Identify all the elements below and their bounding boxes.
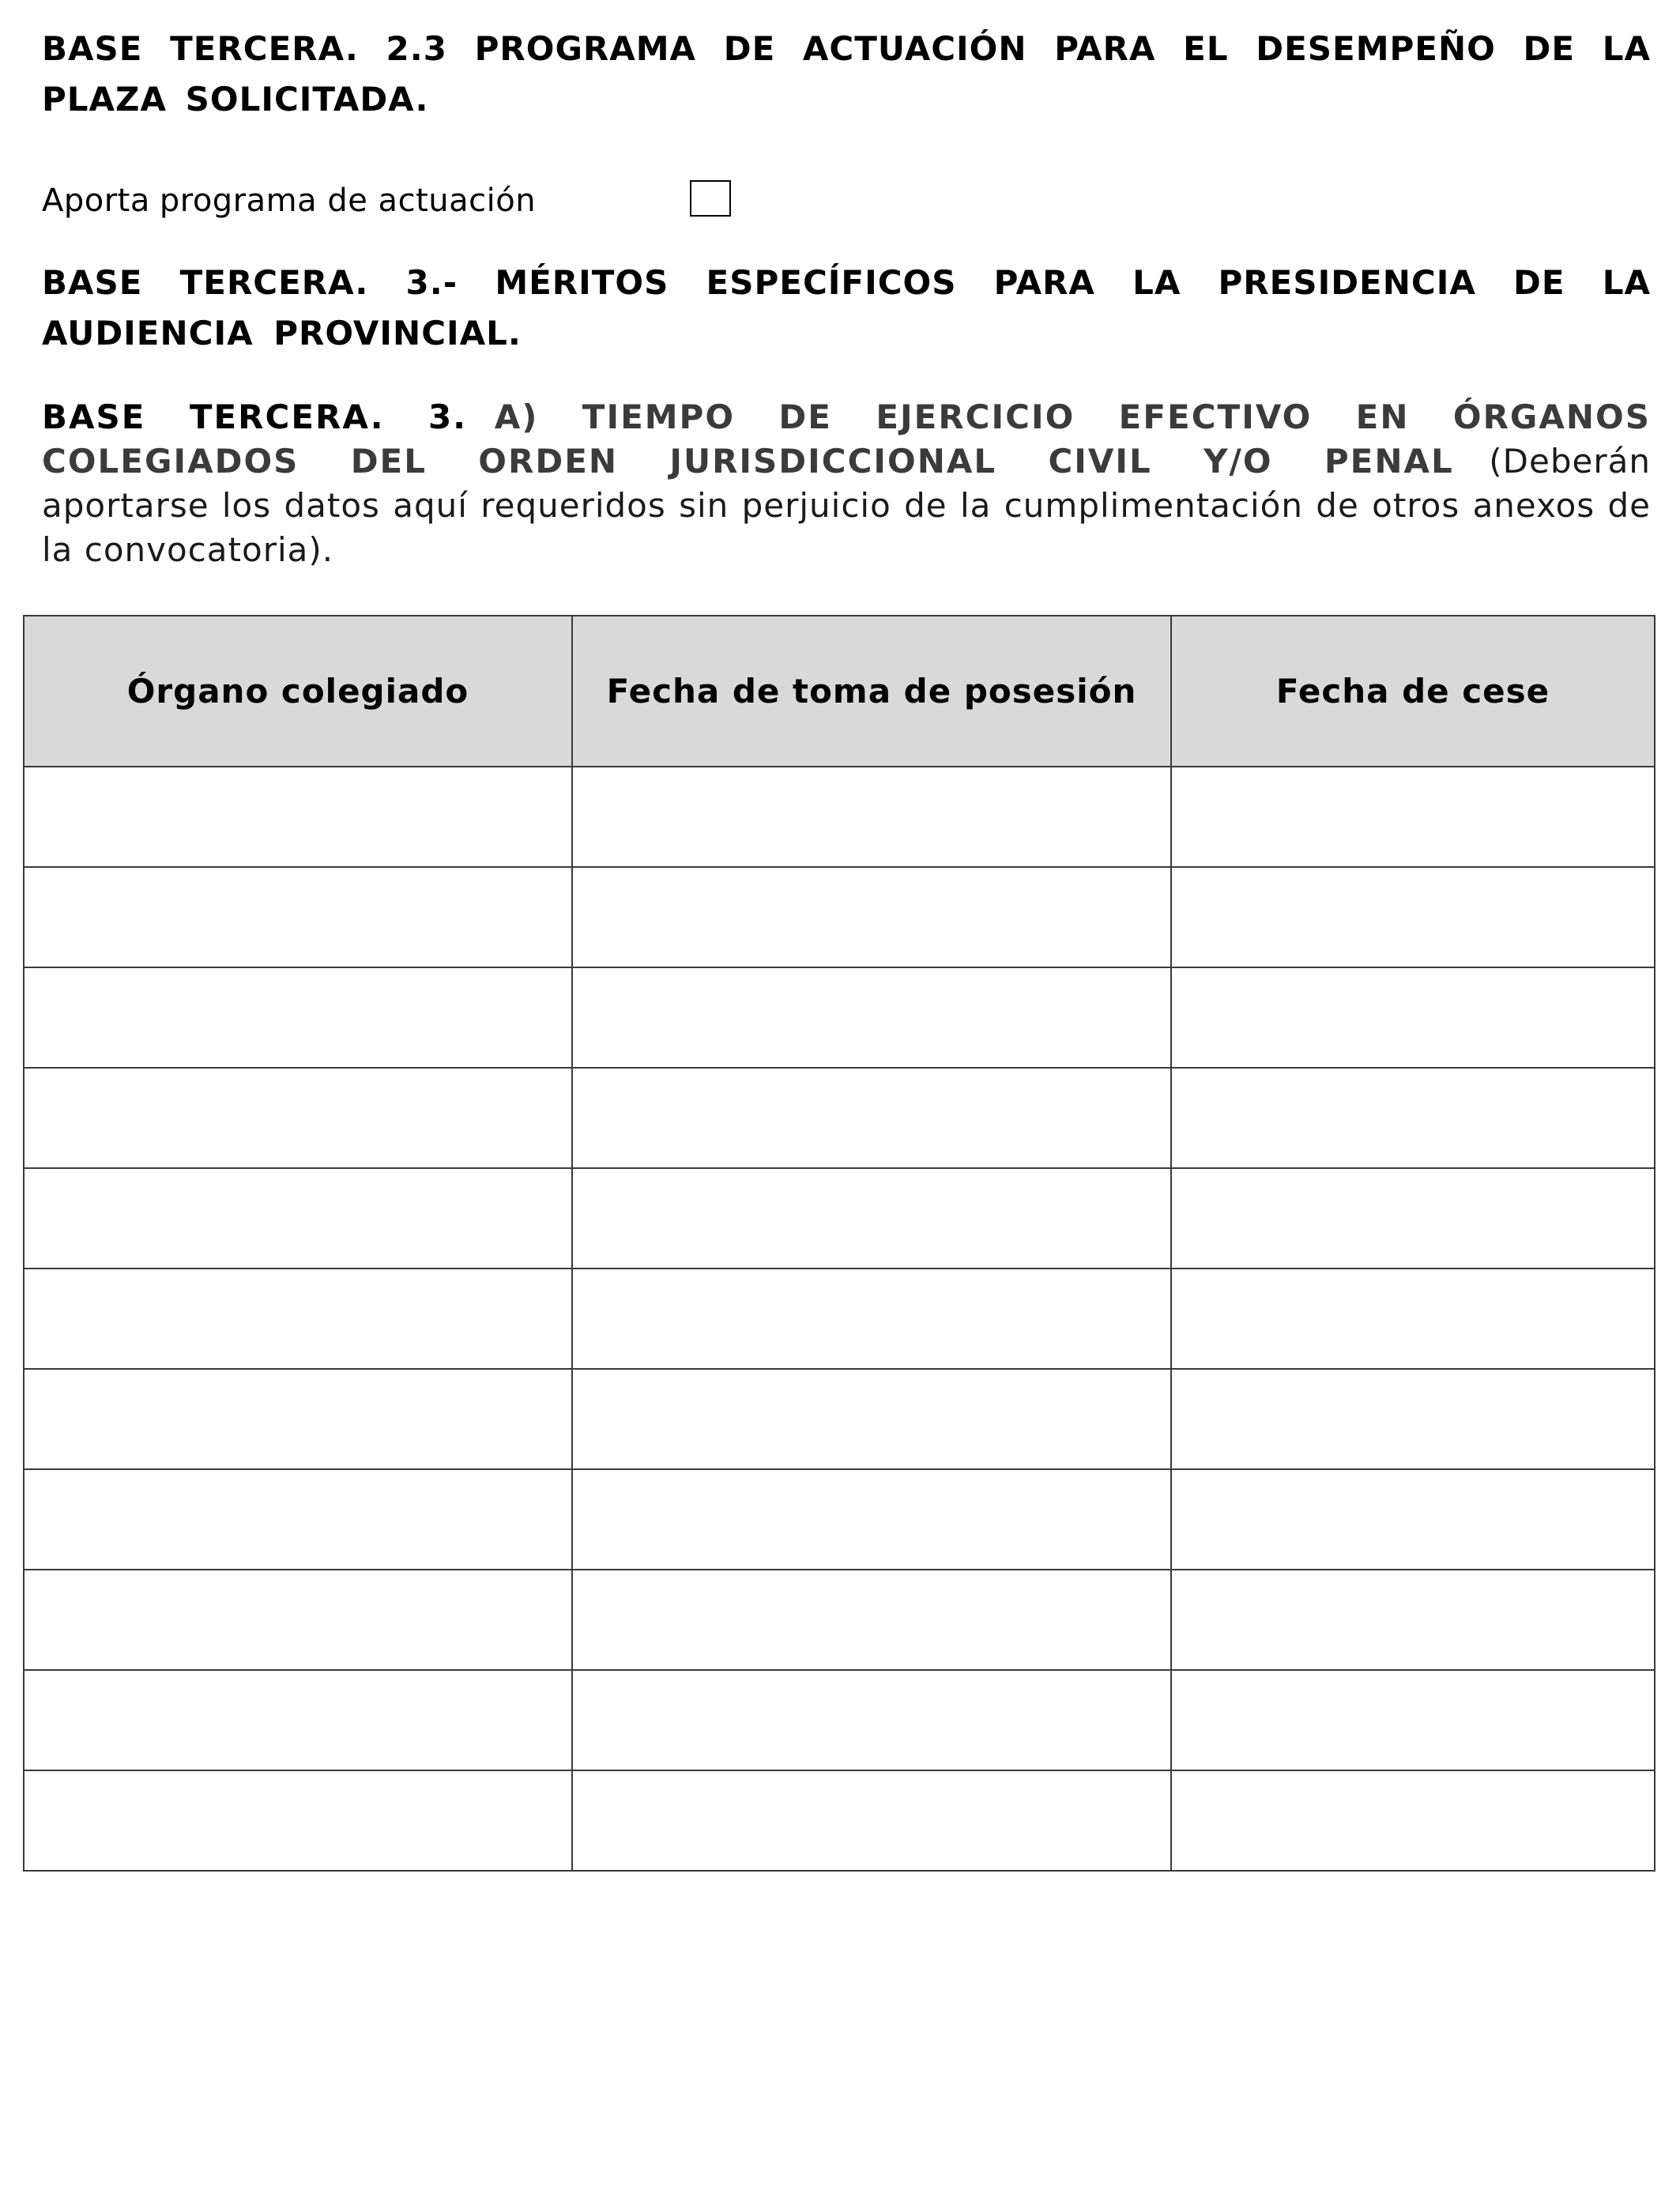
section-3a-lead: BASE TERCERA. 3. (42, 398, 468, 436)
fecha-cese-cell[interactable] (1171, 1269, 1655, 1369)
table-row (24, 967, 1655, 1068)
fecha-cese-cell[interactable] (1171, 1068, 1655, 1168)
organo-colegiado-cell[interactable] (24, 1670, 572, 1770)
organo-colegiado-cell[interactable] (24, 1168, 572, 1269)
header-fecha-toma-posesion: Fecha de toma de posesión (572, 616, 1171, 767)
fecha-toma-posesion-cell[interactable] (572, 1670, 1171, 1770)
organo-colegiado-cell[interactable] (24, 767, 572, 867)
table-row (24, 1068, 1655, 1168)
table-row (24, 1670, 1655, 1770)
table-header-row (24, 616, 1655, 767)
fecha-toma-posesion-cell[interactable] (572, 1168, 1171, 1269)
fecha-toma-posesion-cell[interactable] (572, 867, 1171, 967)
fecha-toma-posesion-cell[interactable] (572, 1770, 1171, 1871)
fecha-cese-cell[interactable] (1171, 1770, 1655, 1871)
organo-colegiado-cell[interactable] (24, 1068, 572, 1168)
table-row (24, 767, 1655, 867)
programa-row (42, 177, 1651, 224)
fecha-cese-cell[interactable] (1171, 1469, 1655, 1570)
fecha-toma-posesion-cell[interactable] (572, 767, 1171, 867)
fecha-cese-cell[interactable] (1171, 1168, 1655, 1269)
merits-table (23, 615, 1656, 1872)
programa-checkbox[interactable] (690, 180, 731, 217)
form-page (42, 24, 1651, 605)
table-row (24, 1269, 1655, 1369)
programa-label-part1: Aporta (42, 183, 150, 219)
fecha-cese-cell[interactable] (1171, 767, 1655, 867)
table-row (24, 1469, 1655, 1570)
fecha-toma-posesion-cell[interactable] (572, 1068, 1171, 1168)
table-row (24, 1369, 1655, 1469)
header-organo-colegiado: Órgano colegiado (24, 616, 572, 767)
table-body (24, 767, 1655, 1871)
fecha-toma-posesion-cell[interactable] (572, 1269, 1171, 1369)
section-2-3-heading: BASE TERCERA. 2.3 PROGRAMA DE ACTUACIÓN PARA EL DESEMPEÑO DE LA PLAZA SOLICITADA. (42, 29, 1651, 119)
programa-label-part2: programa de actuación (159, 183, 537, 219)
organo-colegiado-cell[interactable] (24, 967, 572, 1068)
fecha-cese-cell[interactable] (1171, 1570, 1655, 1670)
fecha-cese-cell[interactable] (1171, 1369, 1655, 1469)
organo-colegiado-cell[interactable] (24, 1369, 572, 1469)
organo-colegiado-cell[interactable] (24, 1469, 572, 1570)
fecha-toma-posesion-cell[interactable] (572, 1369, 1171, 1469)
section-3a-paragraph (42, 395, 1651, 572)
table-row (24, 867, 1655, 967)
header-fecha-cese: Fecha de cese (1171, 616, 1655, 767)
fecha-cese-cell[interactable] (1171, 1670, 1655, 1770)
programa-label (42, 177, 536, 224)
table-row (24, 1570, 1655, 1670)
fecha-toma-posesion-cell[interactable] (572, 1469, 1171, 1570)
fecha-toma-posesion-cell[interactable] (572, 1570, 1171, 1670)
section-3-heading: BASE TERCERA. 3.- MÉRITOS ESPECÍFICOS PARA LA PRESIDENCIA DE LA AUDIENCIA PROVINCIAL. (42, 263, 1651, 352)
section-3a-note: (Deberán aportarse los datos aquí requeridos sin perjuicio de la cumplimentación de otros anexos de la convocatoria). (42, 442, 1651, 569)
table-row (24, 1770, 1655, 1871)
table-row (24, 1168, 1655, 1269)
fecha-toma-posesion-cell[interactable] (572, 967, 1171, 1068)
fecha-cese-cell[interactable] (1171, 867, 1655, 967)
organo-colegiado-cell[interactable] (24, 1269, 572, 1369)
organo-colegiado-cell[interactable] (24, 867, 572, 967)
section-3a-title: A) TIEMPO DE EJERCICIO EFECTIVO EN ÓRGANOS COLEGIADOS DEL ORDEN JURISDICCIONAL CIVIL Y/O PENAL (42, 398, 1651, 481)
organo-colegiado-cell[interactable] (24, 1770, 572, 1871)
organo-colegiado-cell[interactable] (24, 1570, 572, 1670)
fecha-cese-cell[interactable] (1171, 967, 1655, 1068)
